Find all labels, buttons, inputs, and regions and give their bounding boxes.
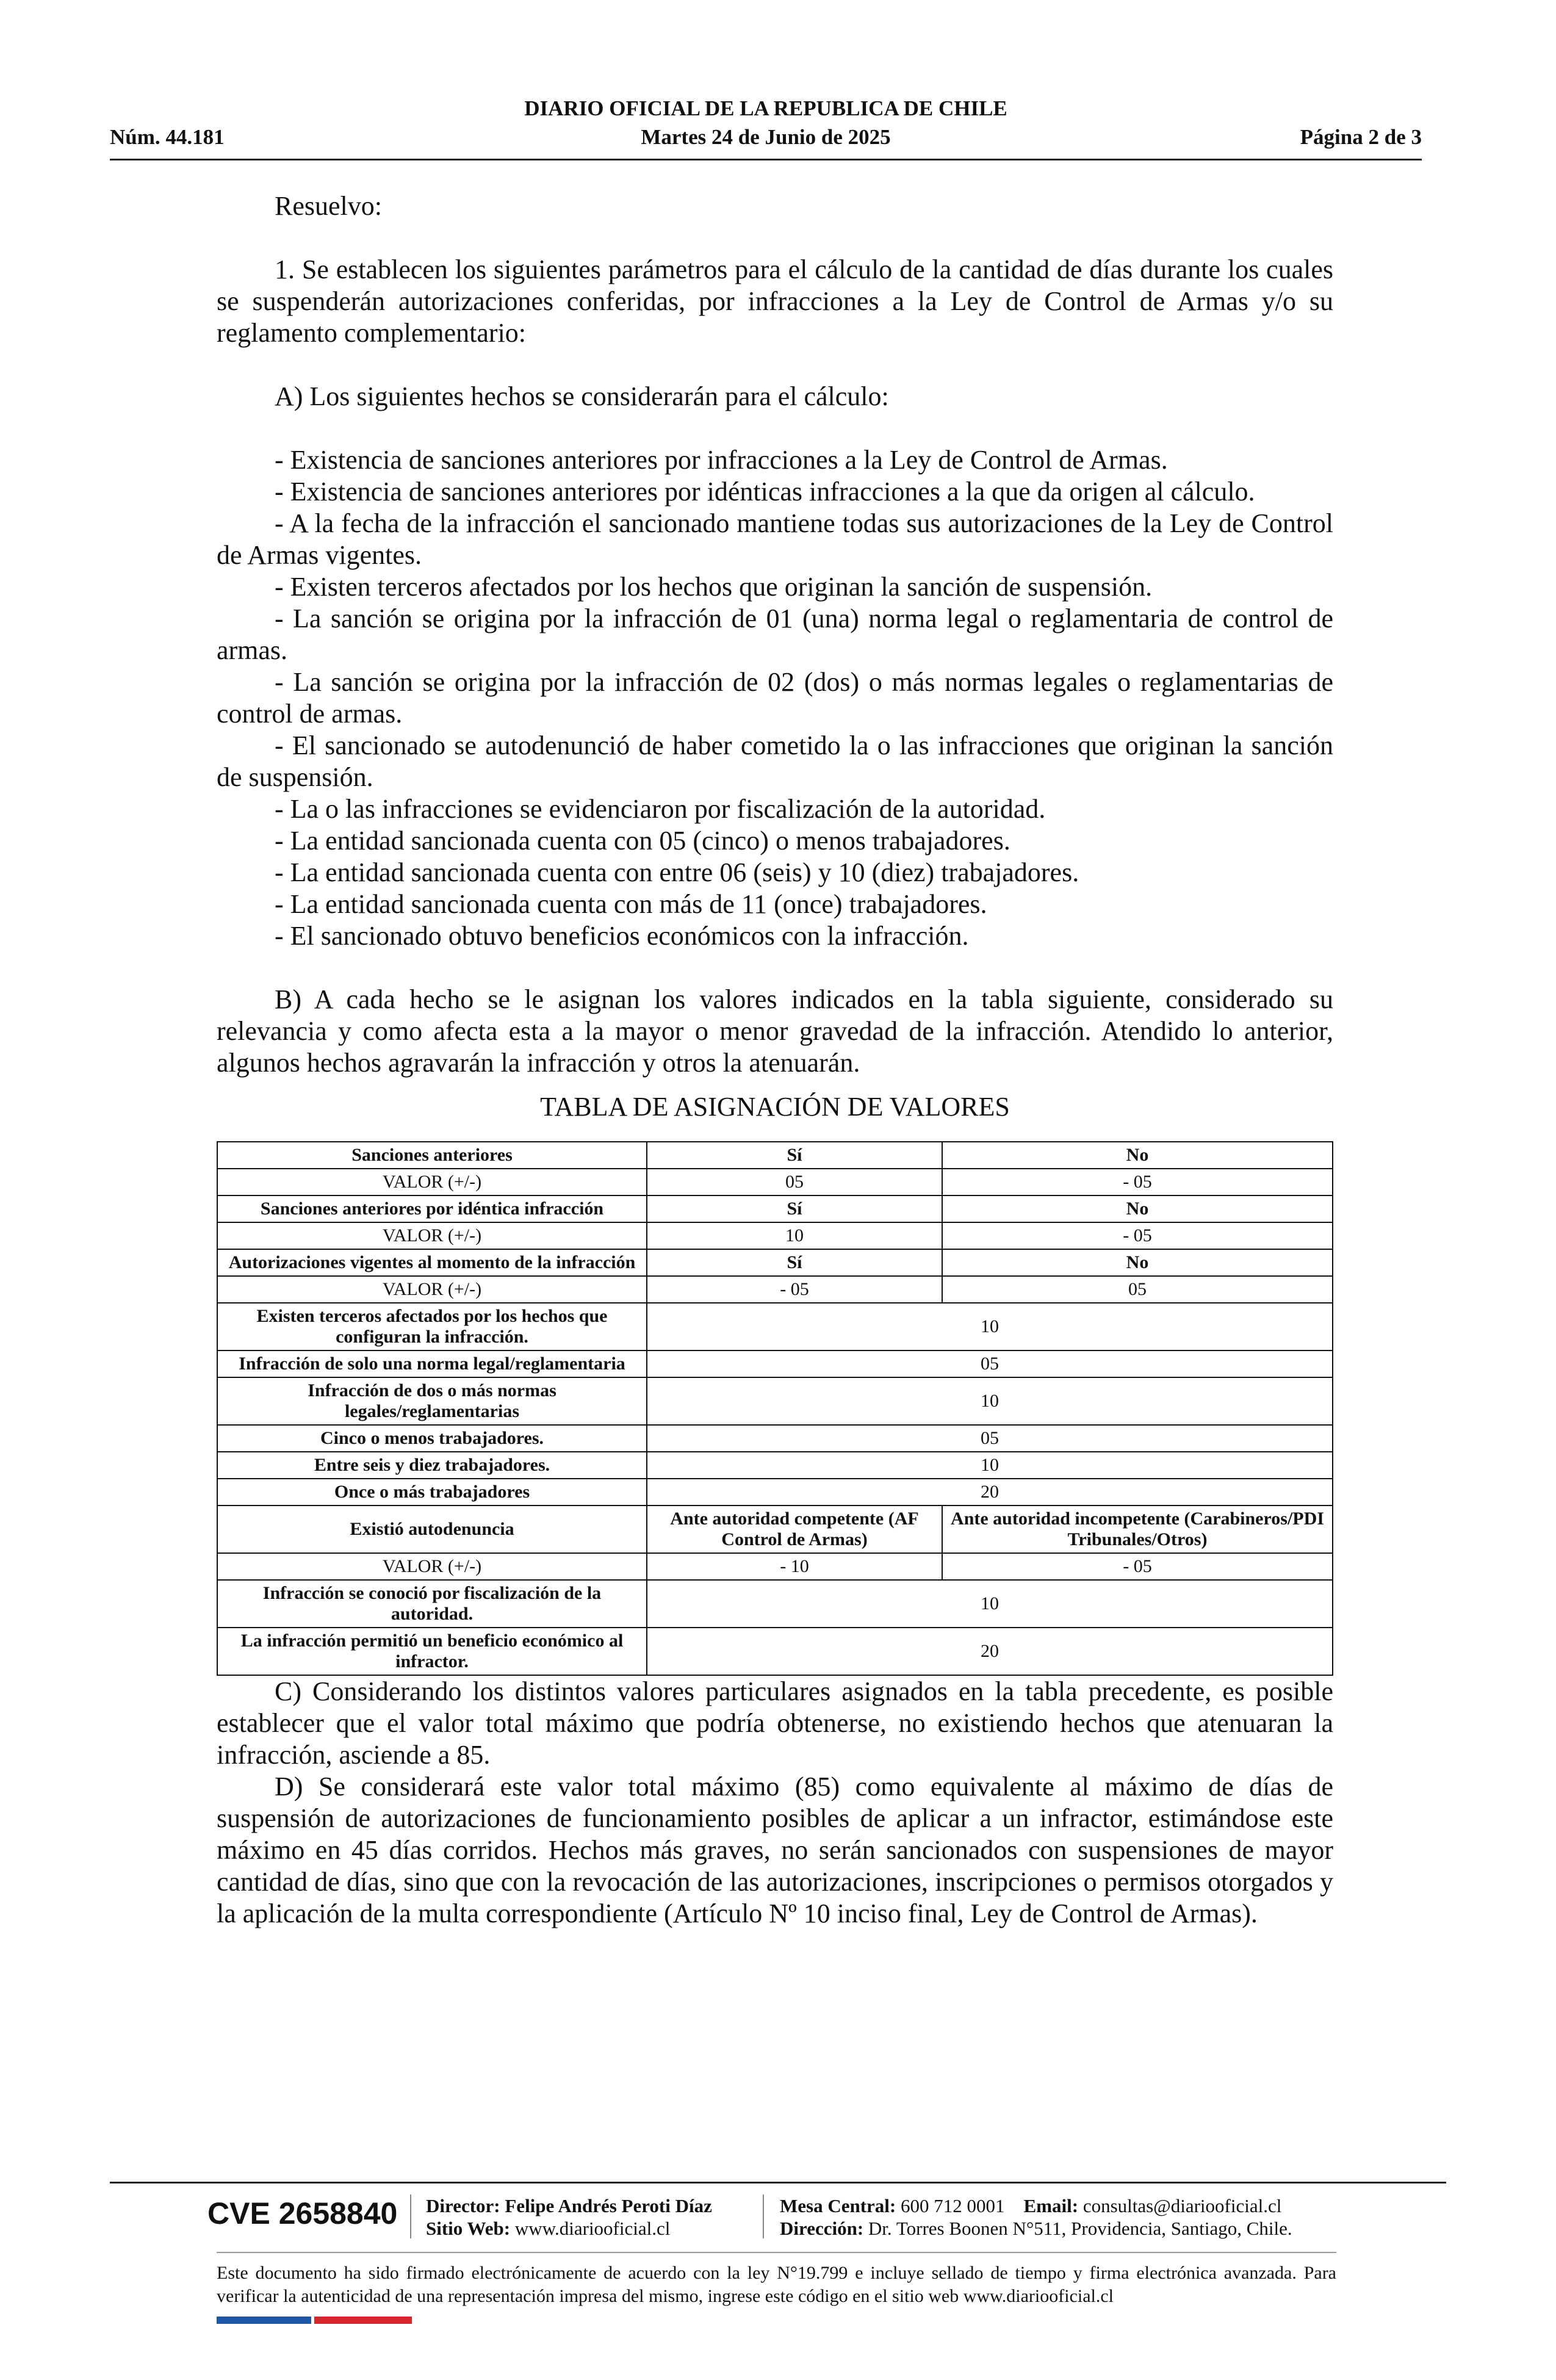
table-cell: Ante autoridad incompetente (Carabineros/PDI Tribunales/Otros) <box>942 1506 1333 1553</box>
resuelvo-heading: Resuelvo: <box>275 191 382 221</box>
table-cell: 05 <box>647 1350 1333 1377</box>
document-body <box>217 190 1333 1930</box>
fact-item: - A la fecha de la infracción el sancionado mantiene todas sus autorizaciones de la Ley de Control de Armas vigentes. <box>217 508 1333 570</box>
table-cell: 05 <box>647 1169 942 1195</box>
table-cell: VALOR (+/-) <box>217 1222 647 1249</box>
issue-number: Núm. 44.181 <box>110 125 225 149</box>
signature-note: Este documento ha sido firmado electrónicamente de acuerdo con la ley N°19.799 e incluye sellado de tiempo y firma electrónica avanzada. Para verificar la autenticidad de una representación impresa del mismo, ingrese este código en el sitio web www.diariooficial.cl <box>217 2263 1336 2306</box>
values-table <box>217 1141 1333 1676</box>
table-cell: VALOR (+/-) <box>217 1276 647 1303</box>
table-cell: 10 <box>647 1222 942 1249</box>
paragraph-d: D) Se considerará este valor total máximo (85) como equivalente al máximo de días de suspensión de autorizaciones de funcionamiento posibles de aplicar a un infractor, estimándose este máximo en 45 días corridos. Hechos más graves, no serán sancionados con suspensiones de mayor cantidad de días, sino que con la revocación de las autorizaciones, inscripciones o permisos otorgados y la aplicación de la multa correspondiente (Artículo Nº 10 inciso final, Ley de Control de Armas). <box>217 1772 1333 1928</box>
table-cell: Infracción de dos o más normas legales/reglamentarias <box>217 1377 647 1425</box>
page-number: Página 2 de 3 <box>1300 125 1422 149</box>
table-cell: 10 <box>647 1303 1333 1350</box>
address-label: Dirección: <box>780 2218 864 2239</box>
table-cell: Infracción se conoció por fiscalización de la autoridad. <box>217 1580 647 1628</box>
table-row <box>217 1249 1333 1276</box>
table-row <box>217 1222 1333 1249</box>
table-cell: Entre seis y diez trabajadores. <box>217 1452 647 1479</box>
table-cell: 10 <box>647 1580 1333 1628</box>
fact-item: - La entidad sancionada cuenta con entre 06 (seis) y 10 (diez) trabajadores. <box>275 857 1079 887</box>
table-row <box>217 1276 1333 1303</box>
mesa-phone: 600 712 0001 <box>901 2195 1005 2216</box>
footer-contact-block <box>780 2194 1292 2240</box>
table-row <box>217 1350 1333 1377</box>
fact-item: - Existen terceros afectados por los hechos que originan la sanción de suspensión. <box>275 572 1153 602</box>
table-cell: Infracción de solo una norma legal/reglamentaria <box>217 1350 647 1377</box>
table-row <box>217 1303 1333 1350</box>
footer-divider <box>410 2194 411 2238</box>
cve-code: CVE 2658840 <box>207 2196 398 2230</box>
table-title: TABLA DE ASIGNACIÓN DE VALORES <box>540 1092 1010 1122</box>
table-row <box>217 1506 1333 1553</box>
email-link[interactable]: consultas@diariooficial.cl <box>1082 2195 1282 2216</box>
table-cell: Autorizaciones vigentes al momento de la infracción <box>217 1249 647 1276</box>
fact-item: - El sancionado se autodenunció de haber cometido la o las infracciones que originan la sanción de suspensión. <box>217 730 1333 792</box>
table-cell: Sí <box>647 1142 942 1169</box>
fact-item: - La entidad sancionada cuenta con 05 (cinco) o menos trabajadores. <box>275 826 1010 856</box>
flag-blue-stripe <box>217 2317 311 2324</box>
table-cell: - 05 <box>647 1276 942 1303</box>
table-cell: 10 <box>647 1377 1333 1425</box>
table-row <box>217 1142 1333 1169</box>
table-row <box>217 1452 1333 1479</box>
table-row <box>217 1553 1333 1580</box>
director-label: Director: <box>426 2195 500 2216</box>
paragraph-b: B) A cada hecho se le asignan los valores indicados en la tabla siguiente, considerado su relevancia y como afecta esta a la mayor o menor gravedad de la infracción. Atendido lo anterior, algunos hechos agravarán la infracción y otros la atenuarán. <box>217 984 1333 1078</box>
page-footer <box>110 2182 1446 2306</box>
fact-item: - La o las infracciones se evidenciaron por fiscalización de la autoridad. <box>275 794 1046 824</box>
fact-item: - El sancionado obtuvo beneficios económicos con la infracción. <box>275 921 969 951</box>
table-cell: Existió autodenuncia <box>217 1506 647 1553</box>
email-label: Email: <box>1023 2195 1079 2216</box>
table-cell: Once o más trabajadores <box>217 1479 647 1506</box>
footer-divider <box>763 2194 764 2238</box>
footer-director-block <box>426 2194 712 2240</box>
fact-item: - La entidad sancionada cuenta con más de 11 (once) trabajadores. <box>275 889 987 919</box>
issue-date: Martes 24 de Junio de 2025 <box>641 125 891 149</box>
table-cell: 20 <box>647 1479 1333 1506</box>
flag-red-stripe <box>314 2317 412 2324</box>
table-cell: - 05 <box>942 1169 1333 1195</box>
paragraph-c: C) Considerando los distintos valores particulares asignados en la tabla precedente, es posible establecer que el valor total máximo que podría obtenerse, no existiendo hechos que atenuaran la infracción, asciende a 85. <box>217 1676 1333 1770</box>
director-name: Felipe Andrés Peroti Díaz <box>505 2195 712 2216</box>
table-cell: Existen terceros afectados por los hechos que configuran la infracción. <box>217 1303 647 1350</box>
table-row <box>217 1628 1333 1675</box>
table-cell: - 10 <box>647 1553 942 1580</box>
table-cell: Sí <box>647 1249 942 1276</box>
table-cell: 05 <box>647 1425 1333 1452</box>
table-row <box>217 1195 1333 1222</box>
fact-item: - La sanción se origina por la infracción de 02 (dos) o más normas legales o reglamentarias de control de armas. <box>217 667 1333 729</box>
table-cell: Cinco o menos trabajadores. <box>217 1425 647 1452</box>
table-cell: VALOR (+/-) <box>217 1553 647 1580</box>
table-cell: Sanciones anteriores <box>217 1142 647 1169</box>
address-text: Dr. Torres Boonen N°511, Providencia, Santiago, Chile. <box>868 2218 1292 2239</box>
table-cell: Sanciones anteriores por idéntica infracción <box>217 1195 647 1222</box>
table-cell: VALOR (+/-) <box>217 1169 647 1195</box>
footer-rule <box>217 2252 1336 2253</box>
flag-stripe <box>217 2317 412 2324</box>
table-cell: 10 <box>647 1452 1333 1479</box>
table-cell: No <box>942 1142 1333 1169</box>
table-cell: 05 <box>942 1276 1333 1303</box>
table-cell: Sí <box>647 1195 942 1222</box>
newspaper-title: DIARIO OFICIAL DE LA REPUBLICA DE CHILE <box>524 96 1007 120</box>
fact-item: - Existencia de sanciones anteriores por infracciones a la Ley de Control de Armas. <box>275 445 1168 475</box>
table-row <box>217 1169 1333 1195</box>
table-cell: 20 <box>647 1628 1333 1675</box>
table-cell: - 05 <box>942 1222 1333 1249</box>
table-cell: No <box>942 1249 1333 1276</box>
mesa-label: Mesa Central: <box>780 2195 896 2216</box>
page-header <box>110 92 1422 160</box>
table-row <box>217 1479 1333 1506</box>
table-cell: No <box>942 1195 1333 1222</box>
paragraph-a: A) Los siguientes hechos se considerarán para el cálculo: <box>275 381 889 411</box>
table-cell: Ante autoridad competente (AF Control de Armas) <box>647 1506 942 1553</box>
fact-item: - La sanción se origina por la infracción de 01 (una) norma legal o reglamentaria de control de armas. <box>217 604 1333 665</box>
table-row <box>217 1580 1333 1628</box>
website-link[interactable]: www.diariooficial.cl <box>514 2218 671 2239</box>
table-cell: La infracción permitió un beneficio económico al infractor. <box>217 1628 647 1675</box>
fact-item: - Existencia de sanciones anteriores por idénticas infracciones a la que da origen al cálculo. <box>275 477 1255 507</box>
paragraph-1: 1. Se establecen los siguientes parámetros para el cálculo de la cantidad de días durante los cuales se suspenderán autorizaciones conferidas, por infracciones a la Ley de Control de Armas y/o su reglamento complementario: <box>217 254 1333 348</box>
table-row <box>217 1377 1333 1425</box>
table-cell: - 05 <box>942 1553 1333 1580</box>
website-label: Sitio Web: <box>426 2218 511 2239</box>
table-row <box>217 1425 1333 1452</box>
